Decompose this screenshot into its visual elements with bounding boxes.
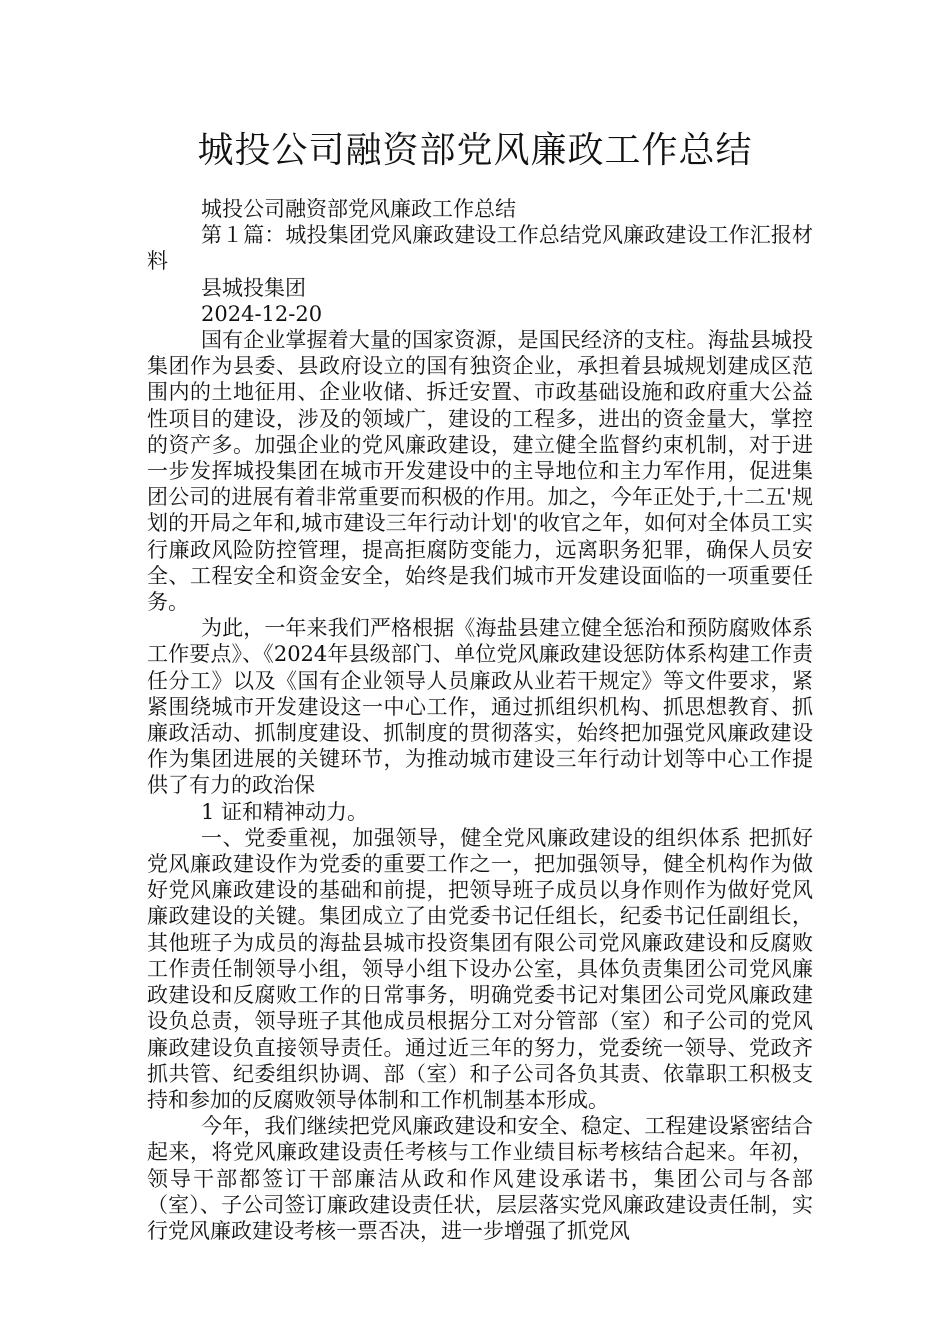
author-line: 县城投集团 xyxy=(201,275,306,300)
section-paragraph: 一、党委重视，加强领导，健全党风廉政建设的组织体系 把抓好党风廉政建设作为党委的重要工作之一，把加强领导，健全机构作为做好党风廉政建设的基础和前提，把领导班子成员以身作则作为做好党风廉政建设的关键。集团成立了由党委书记任组长，纪委书记任副组长，其他班子为成员的海盐县城市投资集团有限公司党风廉政建设和反腐败工作责任制领导小组，领导小组下设办公室，具体负责集团公司党风廉政建设和反腐败工作的日常事务，明确党委书记对集团公司党风廉政建设负总责，领导班子其他成员根据分工对分管部（室）和子公司的党风廉政建设负直接领导责任。通过近三年的努力，党委统一领导、党政齐抓共管、纪委组织协调、部（室）和子公司各负其责、依靠职工积极支持和参加的反腐败领导体制和工作机制基本形成。 xyxy=(147,825,813,1112)
document-body xyxy=(147,196,813,1244)
body-paragraph: 为此，一年来我们严格根据《海盐县建立健全惩治和预防腐败体系工作要点》、《2024年县级部门、单位党风廉政建设惩防体系构建工作责任分工》以及《国有企业领导人员廉政从业若干规定》等文件要求，紧紧围绕城市开发建设这一中心工作，通过抓组织机构、抓思想教育、抓廉政活动、抓制度建设、抓制度的贯彻落实，始终把加强党风廉政建设作为集团进展的关键环节，为推动城市建设三年行动计划等中心工作提供了有力的政治保 xyxy=(147,616,813,798)
subtitle-paragraph: 城投公司融资部党风廉政工作总结 xyxy=(201,197,516,221)
body-paragraph: 1 证和精神动力。 xyxy=(201,799,369,824)
document-title: 城投公司融资部党风廉政工作总结 xyxy=(197,130,753,171)
body-paragraph: 今年，我们继续把党风廉政建设和安全、稳定、工程建设紧密结合起来，将党风廉政建设责任考核与工作业绩目标考核结合起来。年初，领导干部都签订干部廉洁从政和作风建设承诺书，集团公司与各部（室）、子公司签订廉政建设责任状，层层落实党风廉政建设责任制，实行党风廉政建设考核一票否决，进一步增强了抓党风 xyxy=(147,1114,813,1243)
chapter-heading: 第１篇：城投集团党风廉政建设工作总结党风廉政建设工作汇报材料 xyxy=(147,223,813,274)
date-line: 2024-12-20 xyxy=(201,301,323,326)
body-paragraph: 国有企业掌握着大量的国家资源，是国民经济的支柱。海盐县城投集团作为县委、县政府设立的国有独资企业，承担着县城规划建成区范围内的土地征用、企业收储、拆迁安置、市政基础设施和政府重大公益性项目的建设，涉及的领域广，建设的工程多，进出的资金量大，掌控的资产多。加强企业的党风廉政建设，建立健全监督约束机制，对于进一步发挥城投集团在城市开发建设中的主导地位和主力军作用，促进集团公司的进展有着非常重要而积极的作用。加之，今年正处于,十二五'规划的开局之年和,城市建设三年行动计划'的收官之年，如何对全体员工实行廉政风险防控管理，提高拒腐防变能力，远离职务犯罪，确保人员安全、工程安全和资金安全，始终是我们城市开发建设面临的一项重要任务。 xyxy=(147,328,813,615)
